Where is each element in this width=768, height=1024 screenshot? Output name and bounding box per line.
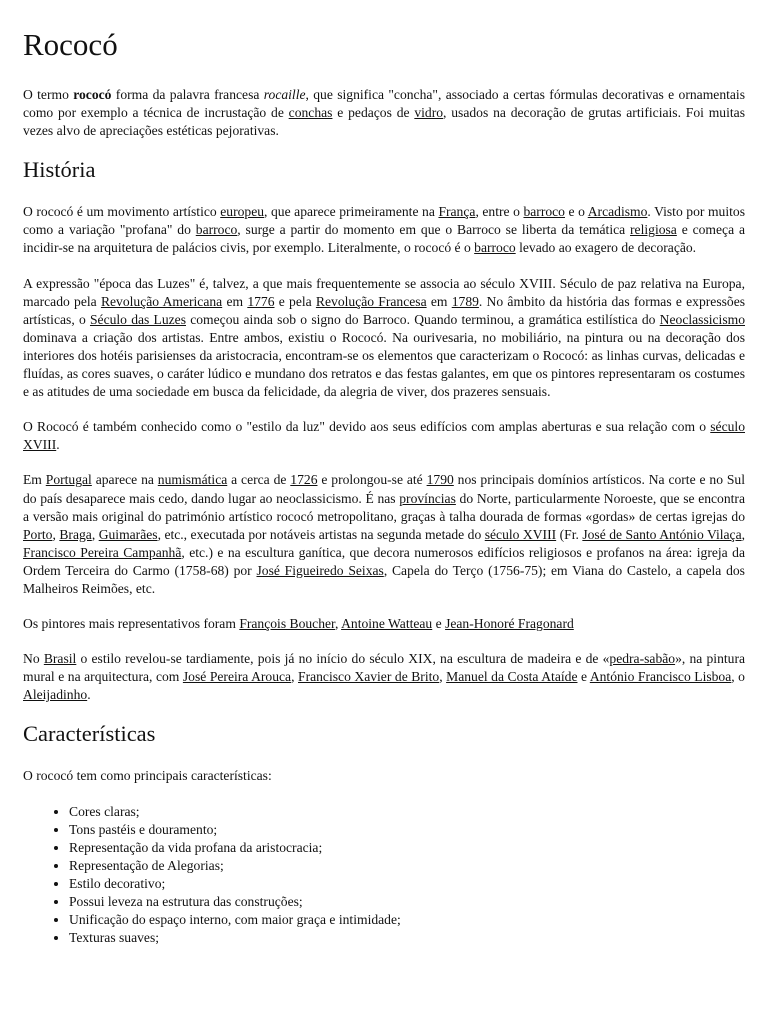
text: , entre o [475,204,524,220]
text: e [432,616,446,632]
text: o estilo revelou-se tardiamente, pois já no início do século XIX, na escultura de madeira e de « [76,651,610,667]
text: Em [23,472,46,488]
link-religiosa[interactable]: religiosa [630,222,677,238]
text: , [335,616,342,632]
text: e [577,669,590,685]
text: levado ao exagero de decoração. [515,240,697,256]
text: e começa a incidir-se na arquitetura de palácios civis, por exemplo. Literalmente, o rococó é o [23,222,745,256]
text: . Visto por muitos como a variação "profana" do [23,204,745,238]
text: nos principais domínios artísticos. Na corte e no Sul do país desaparece mais cedo, dando lugar ao neoclassicismo. É nas [23,472,745,506]
text: a cerca de [227,472,291,488]
link-1789[interactable]: 1789 [451,293,479,309]
link-francisco-pereira-campanha[interactable]: Francisco Pereira Campanhã [23,544,182,560]
link-francisco-xavier-de-brito[interactable]: Francisco Xavier de Brito [298,669,440,685]
text: , [439,669,447,685]
text: em [426,293,452,309]
link-1790[interactable]: 1790 [426,472,454,488]
list-item: • Unificação do espaço interno, com maior graça e intimidade; [69,911,745,929]
list-item: • Estilo decorativo; [69,875,745,893]
list-item: • Tons pastéis e douramento; [69,821,745,839]
text: , que significa "concha", associado a certas fórmulas decorativas e ornamentais como por exemplo a técnica de incrustação de [23,87,745,121]
link-francois-boucher[interactable]: François Boucher [239,616,336,632]
link-jose-figueiredo-seixas[interactable]: José Figueiredo Seixas [256,562,384,578]
text: em [222,293,248,309]
link-aleijadinho[interactable]: Aleijadinho [23,687,88,703]
list-item: • Texturas suaves; [69,929,745,947]
link-revolucao-americana[interactable]: Revolução Americana [100,293,223,309]
link-brasil[interactable]: Brasil [43,651,77,667]
link-manuel-da-costa-ataide[interactable]: Manuel da Costa Ataíde [446,669,578,685]
link-seculo-xviii[interactable]: século XVIII [23,419,745,453]
caracteristicas-intro: O rococó tem como principais características: [23,768,272,784]
text: A expressão "época das Luzes" é, talvez, a que mais frequentemente se associa ao século XVIII. Século de paz relativa na Europa, marcado pela [23,275,745,309]
text: do Norte, particularmente Noroeste, que se encontra a versão mais original do património artístico rococó metropolitano, graças à talha dourada de formas «gordas» de certas igrejas do [23,490,745,524]
text: , usados na decoração de grutas artificiais. Foi muitas vezes alvo de apreciações estéticas pejorativas. [23,105,745,139]
link-jean-honore-fragonard[interactable]: Jean-Honoré Fragonard [445,616,574,632]
text: », na pintura mural e na arquitectura, com [23,651,746,685]
text: , etc.) e na escultura ganítica, que decora numerosos edifícios religiosos e profanos na área: igreja da Ordem Terceira do Carmo (1758-68) por [23,544,745,578]
historia-paragraph-1 [23,203,745,257]
link-numismatica[interactable]: numismática [157,472,228,488]
text: , [291,669,299,685]
page-title: Rococó [23,27,118,62]
caracteristicas-list [23,803,745,948]
text: começou ainda sob o signo do Barroco. Quando terminou, a gramática estilística do [186,311,660,327]
text: , etc., executada por notáveis artistas na segunda metade do [157,526,485,542]
link-seculo-xviii[interactable]: século XVIII [484,526,557,542]
link-antoine-watteau[interactable]: Antoine Watteau [341,616,433,632]
text: e pedaços de [332,105,415,121]
historia-paragraph-6 [23,650,745,704]
link-jose-de-santo-antonio-vilaca[interactable]: José de Santo António Vilaça [582,526,742,542]
list-item: • Possui leveza na estrutura das construções; [69,893,745,911]
link-europeu[interactable]: europeu [220,204,265,220]
historia-paragraph-2 [23,275,745,402]
list-item: • Representação de Alegorias; [69,857,745,875]
text: , [52,526,60,542]
link-arcadismo[interactable]: Arcadismo [587,204,648,220]
link-franca[interactable]: França [438,204,476,220]
link-conchas[interactable]: conchas [288,105,333,121]
text: , [741,526,746,542]
text: aparece na [91,472,158,488]
section-heading-historia: História [23,157,96,183]
link-1726[interactable]: 1726 [290,472,318,488]
list-item: • Representação da vida profana da aristocracia; [69,839,745,857]
historia-paragraph-4 [23,471,745,598]
text: , [91,526,99,542]
text: e pela [274,293,316,309]
intro-paragraph [23,86,745,140]
bold-term: rococó [73,87,112,102]
text: , que aparece primeiramente na [264,204,439,220]
section-heading-caracteristicas: Características [23,721,156,747]
link-guimaraes[interactable]: Guimarães [98,526,158,542]
link-provincias[interactable]: províncias [399,490,456,506]
link-neoclassicismo[interactable]: Neoclassicismo [659,311,745,327]
text: . [87,687,91,703]
link-barroco[interactable]: barroco [474,240,516,256]
text: forma da palavra francesa [111,87,264,102]
link-barroco[interactable]: barroco [195,222,238,238]
text: No [23,651,44,667]
link-seculo-das-luzes[interactable]: Século das Luzes [89,311,186,327]
text: , o [731,669,745,685]
link-portugal[interactable]: Portugal [45,472,92,488]
text: . No âmbito da história das formas e expressões artísticas, o [23,293,746,327]
text: , surge a partir do momento em que o Barroco se liberta da temática [237,222,631,238]
link-braga[interactable]: Braga [59,526,92,542]
historia-paragraph-3 [23,418,745,454]
link-pedra-sabao[interactable]: pedra-sabão [609,651,676,667]
text: O Rococó é também conhecido como o "estilo da luz" devido aos seus edifícios com amplas aberturas e sua relação com o [23,419,711,435]
historia-paragraph-5 [23,615,745,633]
text: e o [564,204,588,220]
text: . [56,437,60,453]
text: (Fr. [556,526,583,542]
link-vidro[interactable]: vidro [414,105,444,121]
text: e prolongou-se até [317,472,427,488]
link-porto[interactable]: Porto [23,526,53,542]
text: , Capela do Terço (1756-75); em Viana do Castelo, a capela dos Malheiros Reimões, etc. [23,562,745,596]
link-1776[interactable]: 1776 [247,293,275,309]
link-antonio-francisco-lisboa[interactable]: António Francisco Lisboa [589,669,732,685]
text: O termo [23,87,74,102]
link-revolucao-francesa[interactable]: Revolução Francesa [315,293,427,309]
link-jose-pereira-arouca[interactable]: José Pereira Arouca [182,669,292,685]
text: O rococó é um movimento artístico [23,204,221,220]
text: dominava a criação dos artistas. Entre ambos, existiu o Rococó. Na ourivesaria, no mobiliário, na pintura ou na decoração dos interiores dos hotéis parisienses da aristocracia, encontram-se os elementos que caracterizam o Rococó: as linhas curvas, delicadas e fluídas, as cores suaves, o caráter lúdico e mundano dos retratos e das festas galantes, em que os pintores representaram os costumes e as atitudes de uma sociedade em busca da felicidade, da alegria de viver, dos prazeres sensuais. [23,329,745,400]
list-item: • Cores claras; [69,803,745,821]
link-barroco[interactable]: barroco [523,204,565,220]
text: Os pintores mais representativos foram [23,616,240,632]
italic-term: rocaille [263,87,306,102]
